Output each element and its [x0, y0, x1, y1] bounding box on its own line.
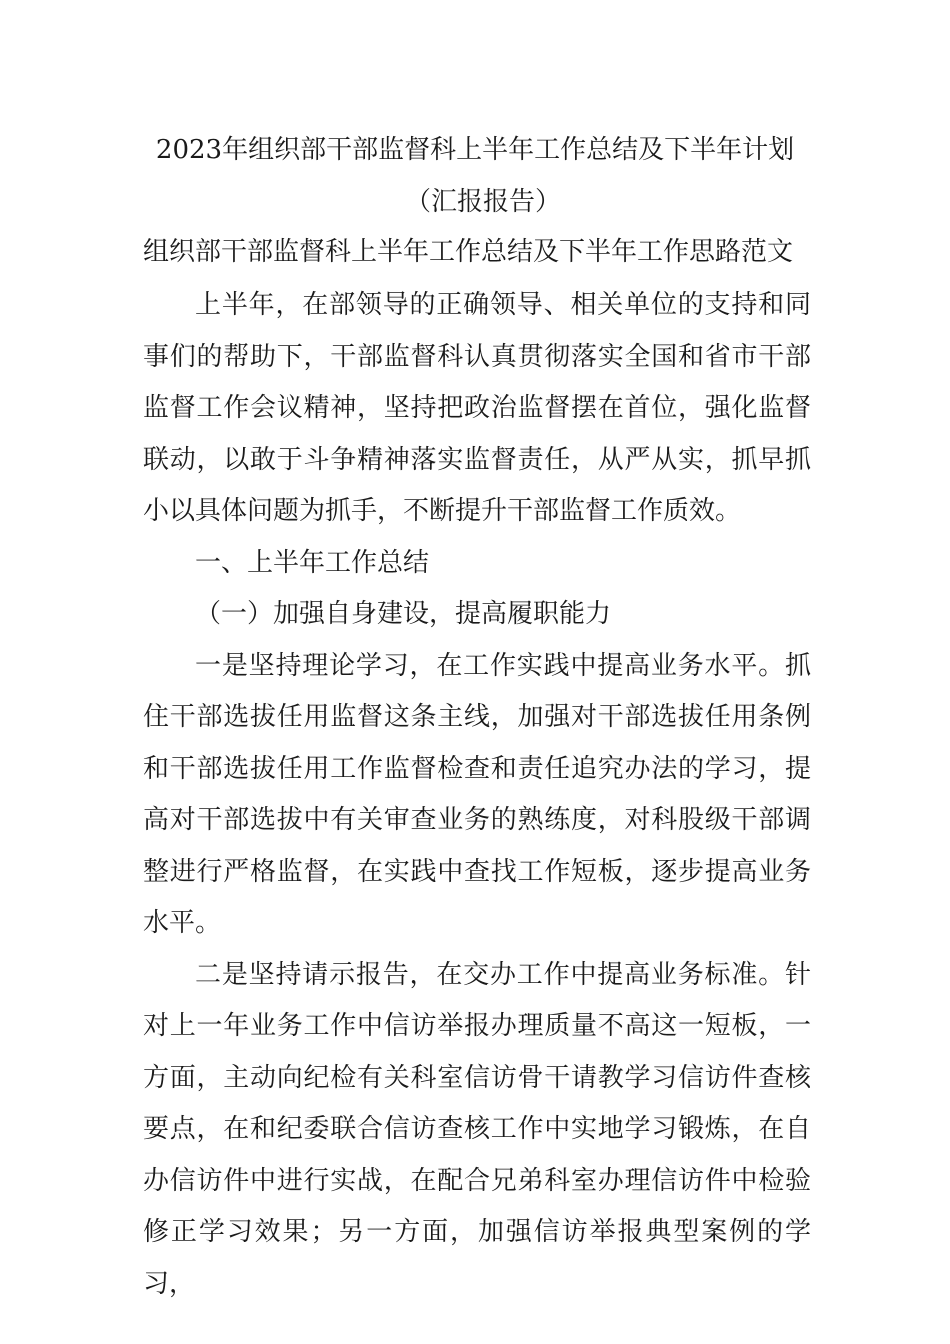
document-title: 2023年组织部干部监督科上半年工作总结及下半年计划	[155, 135, 795, 165]
document-subtitle: 组织部干部监督科上半年工作总结及下半年工作思路范文	[143, 237, 794, 267]
document-title-suffix: （汇报报告）	[405, 187, 562, 217]
section-heading: 一、上半年工作总结	[195, 547, 430, 578]
body-paragraph: 一是坚持理论学习，在工作实践中提高业务水平。抓住干部选拔任用监督这条主线，加强对干部选拔任用条例和干部选拔任用工作监督检查和责任追究办法的学习，提高对干部选拔中有关审查业务的熟练度，对科股级干部调整进行严格监督，在实践中查找工作短板，逐步提高业务水平。	[143, 650, 811, 938]
body-paragraph: 二是坚持请示报告，在交办工作中提高业务标准。针对上一年业务工作中信访举报办理质量不高这一短板，一方面，主动向纪检有关科室信访骨干请教学习信访件查核要点，在和纪委联合信访查核工作中实地学习锻炼，在自办信访件中进行实战，在配合兄弟科室办理信访件中检验修正学习效果；另一方面，加强信访举报典型案例的学习，	[143, 959, 811, 1299]
document-body	[143, 280, 811, 1310]
subsection-heading: （一）加强自身建设，提高履职能力	[195, 599, 612, 629]
intro-paragraph: 上半年，在部领导的正确领导、相关单位的支持和同事们的帮助下，干部监督科认真贯彻落实全国和省市干部监督工作会议精神，坚持把政治监督摆在首位，强化监督联动，以敢于斗争精神落实监督责任，从严从实，抓早抓小以具体问题为抓手，不断提升干部监督工作质效。	[143, 290, 811, 526]
